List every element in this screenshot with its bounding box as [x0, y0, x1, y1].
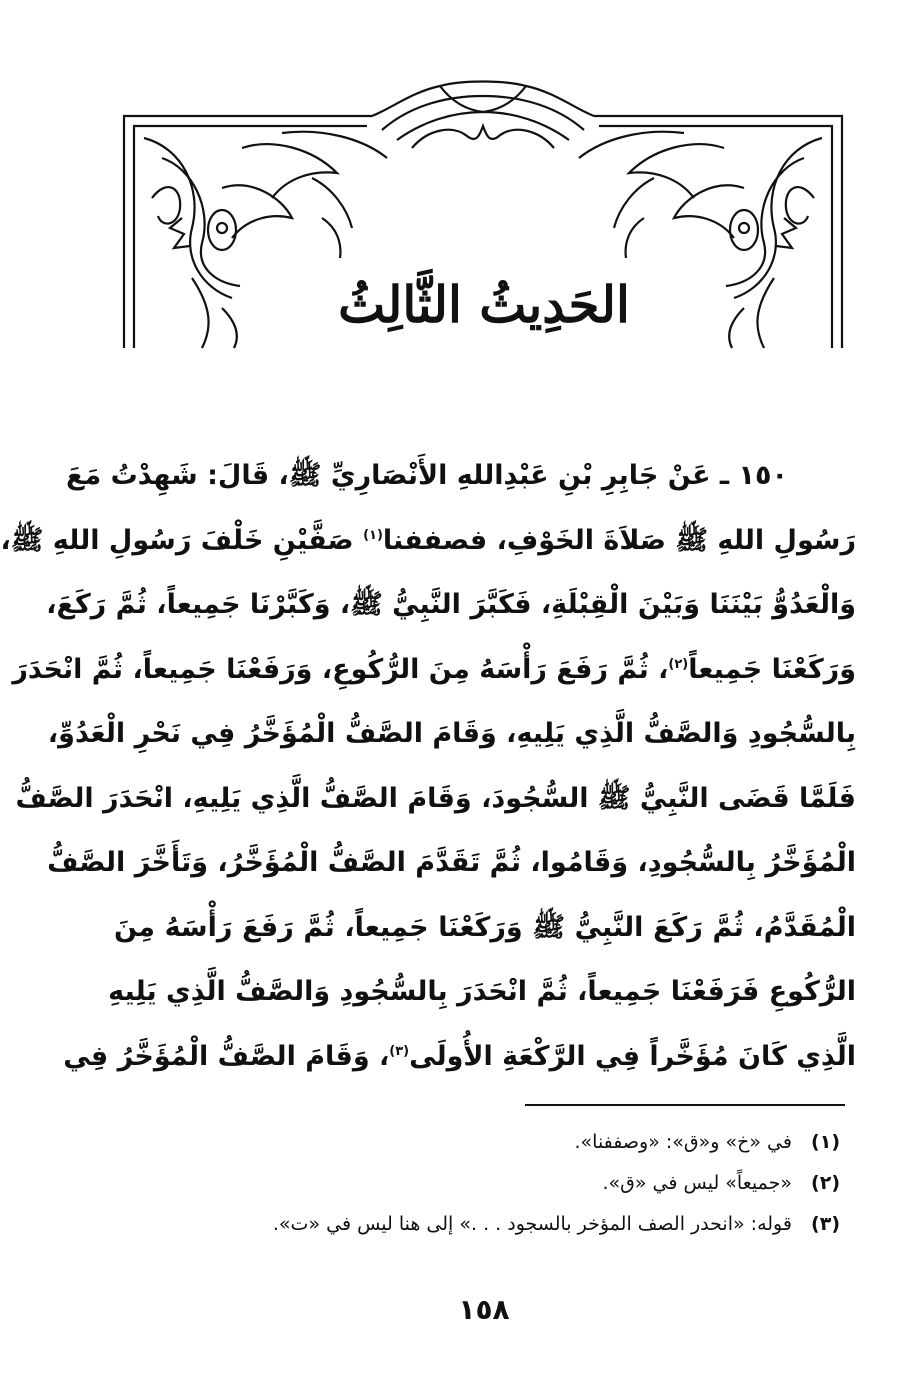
text-line — [0, 509, 856, 574]
text-line — [63, 1025, 856, 1090]
text-segment: الْمُقَدَّمُ، ثُمَّ رَكَعَ النَّبِيُّ ﷺ وَرَكَعْنَا جَمِيعاً، ثُمَّ رَفَعَ رَأْسَهُ مِنَ — [114, 911, 856, 943]
footnote-ref[interactable]: (٢) — [668, 656, 689, 672]
text-line — [66, 444, 856, 509]
footnote-number: (٣) — [811, 1213, 840, 1235]
text-segment: ١٥٠ ـ عَنْ جَابِرِ بْنِ عَبْدِاللهِ الأَنْصَارِيِّ ﷺ، قَالَ: شَهِدْتُ مَعَ — [66, 460, 788, 491]
text-segment: الَّذِي كَانَ مُؤَخَّراً فِي الرَّكْعَةِ الأُولَى — [409, 1040, 856, 1072]
page-number: ١٥٨ — [458, 1293, 510, 1326]
footnote-number: (٢) — [811, 1172, 840, 1194]
footnote-ref[interactable]: (٣) — [389, 1043, 410, 1059]
text-line — [46, 573, 856, 638]
chapter-title: الحَدِيثُ الثَّالِثُ — [338, 275, 630, 334]
text-segment: رَسُولِ اللهِ ﷺ صَلاَةَ الخَوْفِ، فصففنا — [382, 524, 856, 556]
footnote-ref[interactable]: (١) — [363, 527, 383, 543]
footnote-item — [114, 1122, 840, 1163]
text-segment: ، ثُمَّ رَفَعَ رَأْسَهُ مِنَ الرُّكُوعِ، وَرَفَعْنَا جَمِيعاً، ثُمَّ انْحَدَرَ — [12, 653, 669, 685]
text-line — [47, 702, 856, 767]
text-segment: وَرَكَعْنَا جَمِيعاً — [688, 653, 856, 685]
text-line — [15, 767, 856, 832]
text-line — [47, 831, 856, 896]
footnote-text: «جميعاً» ليس في «ق». — [602, 1172, 792, 1194]
footnote-separator — [525, 1104, 845, 1106]
text-segment: صَفَّيْنِ خَلْفَ رَسُولِ اللهِ ﷺ، — [0, 524, 354, 556]
footnote-number: (١) — [811, 1131, 840, 1153]
text-segment: الرُّكُوعِ فَرَفَعْنَا جَمِيعاً، ثُمَّ انْحَدَرَ بِالسُّجُودِ وَالصَّفُّ الَّذِي يَلِيهِ — [108, 976, 856, 1007]
text-segment: وَالْعَدُوُّ بَيْنَنَا وَبَيْنَ الْقِبْلَةِ، فَكَبَّرَ النَّبِيُّ ﷺ، وَكَبَّرْنَا جَمِيعاً، ثُمَّ رَكَعَ، — [46, 589, 856, 620]
footnote-text: في «خ» و«ق»: «وصففنا». — [574, 1131, 792, 1153]
text-segment: بِالسُّجُودِ وَالصَّفُّ الَّذِي يَلِيهِ، وَقَامَ الصَّفُّ الْمُؤَخَّرُ فِي نَحْرِ الْعَدُوِّ، — [47, 718, 856, 749]
footnotes-list — [114, 1122, 840, 1245]
text-segment: الْمُؤَخَّرُ بِالسُّجُودِ، وَقَامُوا، ثُمَّ تَقَدَّمَ الصَّفُّ الْمُؤَخَّرُ، وَتَأَخَّرَ الصَّفُّ — [47, 847, 856, 878]
text-line — [114, 896, 856, 961]
text-line — [12, 638, 856, 703]
footnote-item — [114, 1204, 840, 1245]
text-segment: ، وَقَامَ الصَّفُّ الْمُؤَخَّرُ فِي — [63, 1040, 390, 1072]
text-segment: فَلَمَّا قَضَى النَّبِيُّ ﷺ السُّجُودَ، وَقَامَ الصَّفُّ الَّذِي يَلِيهِ، انْحَدَرَ الصَّفُّ — [15, 782, 856, 814]
hadith-text — [0, 444, 856, 1089]
text-line — [108, 960, 856, 1025]
footnote-text: قوله: «انحدر الصف المؤخر بالسجود . . .» إلى هنا ليس في «ت». — [272, 1213, 792, 1235]
footnote-item — [114, 1163, 840, 1204]
